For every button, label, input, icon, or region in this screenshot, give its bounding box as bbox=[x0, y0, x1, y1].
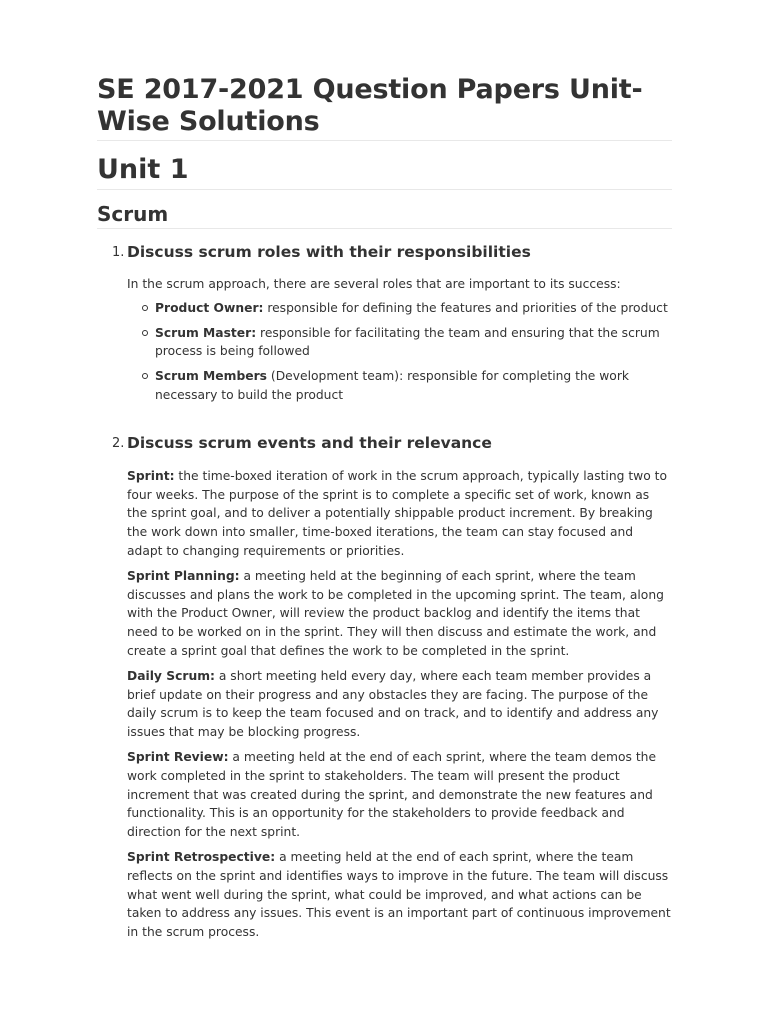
question-1-intro: In the scrum approach, there are several roles that are important to its success: bbox=[127, 277, 621, 291]
section-heading: Scrum bbox=[97, 201, 672, 229]
role-term: Product Owner: bbox=[155, 300, 264, 315]
unit-heading: Unit 1 bbox=[97, 152, 672, 190]
event-term: Daily Scrum: bbox=[127, 668, 215, 683]
document-title: SE 2017-2021 Question Papers Unit-Wise Solutions bbox=[97, 74, 672, 141]
event-term: Sprint Retrospective: bbox=[127, 849, 276, 864]
event-term: Sprint: bbox=[127, 468, 175, 483]
role-description: (Development team): responsible for completing the work necessary to build the product bbox=[155, 369, 629, 402]
list-item bbox=[155, 299, 672, 318]
event-description: a meeting held at the end of each sprint, where the team reflects on the sprint and identifies ways to improve in the future. The team will discuss what went well during the sprint, what could be improved, and what actions can be taken to address any issues. This event is an important part of continuous improvement in the scrum process. bbox=[127, 849, 671, 940]
event-paragraph bbox=[127, 848, 672, 942]
event-description: a short meeting held every day, where each team member provides a brief update on their progress and any obstacles they are facing. The purpose of the daily scrum is to keep the team focused and on track, and to identify and address any issues that may be blocking progress. bbox=[127, 668, 659, 740]
circle-bullet-icon bbox=[142, 305, 148, 311]
question-1 bbox=[97, 241, 672, 263]
event-description: the time-boxed iteration of work in the scrum approach, typically lasting two to four weeks. The purpose of the sprint is to complete a specific set of work, known as the sprint goal, and to deliver a potentially shippable product increment. By breaking the work down into smaller, time-boxed iterations, the team can stay focused and adapt to changing requirements or priorities. bbox=[127, 468, 668, 558]
event-paragraph bbox=[127, 567, 672, 661]
event-paragraph bbox=[127, 667, 672, 742]
question-1-title: Discuss scrum roles with their responsibilities bbox=[127, 243, 531, 261]
circle-bullet-icon bbox=[142, 373, 148, 379]
roles-list bbox=[97, 299, 672, 405]
list-item bbox=[155, 324, 672, 362]
role-description: responsible for facilitating the team and ensuring that the scrum process is being followed bbox=[155, 325, 660, 359]
role-description: responsible for defining the features and priorities of the product bbox=[263, 300, 668, 315]
question-2 bbox=[97, 432, 672, 454]
role-term: Scrum Master: bbox=[155, 325, 257, 340]
role-term: Scrum Members bbox=[155, 369, 267, 384]
event-paragraph bbox=[127, 467, 672, 561]
question-2-number: 2. bbox=[112, 435, 125, 451]
circle-bullet-icon bbox=[142, 330, 148, 336]
event-description: a meeting held at the end of each sprint, where the team demos the work completed in the sprint to stakeholders. The team will present the product increment that was created during the sprint, and demonstrate the new features and functionality. This is an opportunity for the stakeholders to provide feedback and direction for the next sprint. bbox=[127, 749, 657, 840]
document-page bbox=[97, 74, 672, 942]
event-description: a meeting held at the beginning of each sprint, where the team discusses and plans the work to be completed in the upcoming sprint. The team, along with the Product Owner, will review the product backlog and identify the items that need to be worked on in the sprint. They will then discuss and estimate the work, and create a sprint goal that defines the work to be completed in the sprint. bbox=[127, 568, 664, 658]
event-paragraph bbox=[127, 748, 672, 842]
list-item bbox=[155, 367, 672, 405]
question-1-number: 1. bbox=[112, 245, 125, 260]
event-term: Sprint Review: bbox=[127, 749, 229, 764]
event-term: Sprint Planning: bbox=[127, 568, 240, 583]
question-2-title: Discuss scrum events and their relevance bbox=[127, 433, 492, 452]
